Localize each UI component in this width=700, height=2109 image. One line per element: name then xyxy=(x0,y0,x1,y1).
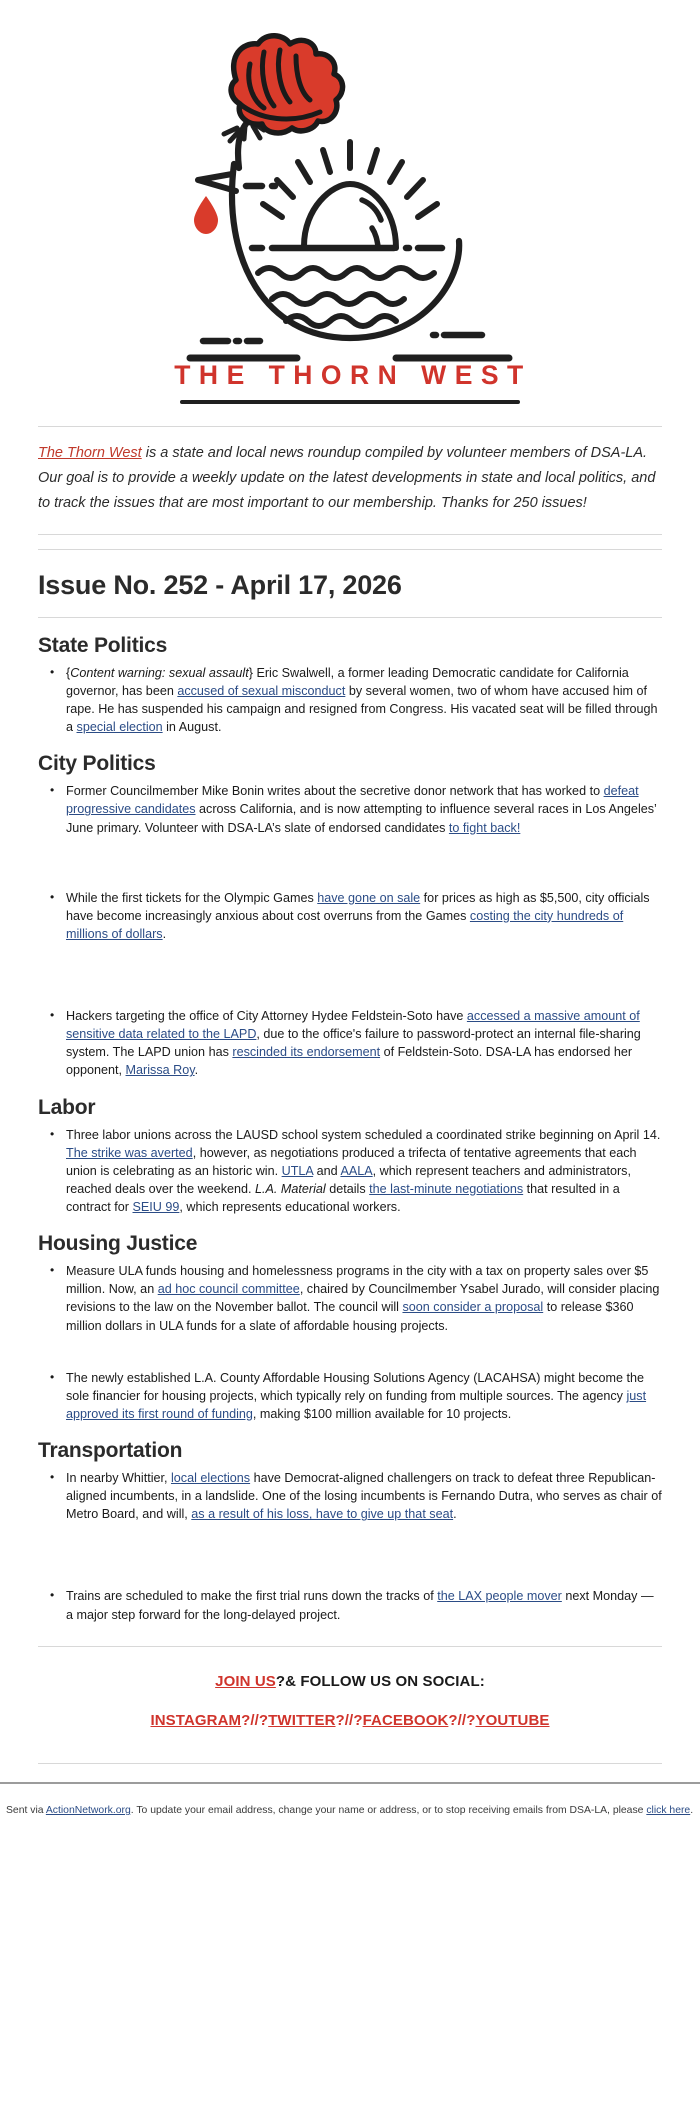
news-item-text: , which represents educational workers. xyxy=(179,1200,401,1215)
logo-underline xyxy=(180,400,520,404)
footer-legal-text xyxy=(6,1803,694,1819)
newsletter-content xyxy=(0,426,700,1764)
social-link-instagram[interactable]: INSTAGRAM xyxy=(150,1711,242,1729)
divider-top xyxy=(38,426,662,427)
section-item-list xyxy=(38,782,662,1079)
news-item-text: , which represent teachers and administrators, reached deals over the weekend. xyxy=(66,1163,631,1196)
news-item-text: in August. xyxy=(162,720,222,735)
intro-body: is a state and local news roundup compiled by volunteer members of DSA-LA. Our goal is to provide a weekly update on the latest developments in state and local politics, and to track the issues that are most important to our membership. Thanks for 250 issues! xyxy=(38,445,656,511)
section-heading: Housing Justice xyxy=(38,1232,198,1256)
sections-container xyxy=(18,634,682,1624)
section-item-list xyxy=(38,1126,662,1217)
logo-wordmark: THE THORN WEST xyxy=(174,360,532,390)
news-item-text: Three labor unions across the LAUSD school system scheduled a coordinated strike beginning on April 14. xyxy=(66,1127,661,1142)
news-item xyxy=(64,664,662,737)
section-heading: Transportation xyxy=(38,1439,183,1463)
section-heading: Labor xyxy=(38,1095,96,1119)
divider-footer-1 xyxy=(38,1646,662,1647)
masthead-logo xyxy=(0,0,700,368)
news-item xyxy=(64,782,662,836)
news-item xyxy=(64,889,662,943)
news-item-text: across California, and is now attempting to influence several races in Los Angeles’ June primary. Volunteer with DSA-LA’s slate of endorsed candidates xyxy=(66,802,657,835)
news-item-link[interactable]: UTLA xyxy=(281,1163,314,1178)
news-item-text: { xyxy=(66,665,71,680)
news-item-link[interactable]: the last-minute negotiations xyxy=(369,1181,524,1196)
news-item-link[interactable]: rescinded its endorsement xyxy=(232,1045,381,1060)
news-item-link[interactable]: special election xyxy=(76,720,163,735)
join-us-link[interactable]: JOIN US xyxy=(215,1672,276,1690)
news-item-text: and xyxy=(313,1163,341,1178)
news-item-text: for prices as high as $5,500, city officials have become increasingly anxious about cost overruns from the Games xyxy=(66,890,650,923)
social-separator: ?//? xyxy=(448,1711,476,1729)
news-item-text: In nearby Whittier, xyxy=(66,1471,171,1486)
thorn-west-logo-illustration xyxy=(124,8,576,368)
news-item-text: of Feldstein-Soto. DSA-LA has endorsed her opponent, xyxy=(66,1045,633,1078)
news-item-text: to release $360 million dollars in ULA funds for a slate of affordable housing projects. xyxy=(66,1300,634,1333)
sent-via-label: Sent via xyxy=(6,1805,46,1817)
news-item-text: that resulted in a contract for xyxy=(66,1181,620,1215)
rose-icon xyxy=(231,36,343,133)
news-item-link[interactable]: local elections xyxy=(171,1471,251,1486)
news-item-text: Trains are scheduled to make the first trial runs down the tracks of xyxy=(66,1589,438,1604)
news-item-text: have Democrat-aligned challengers on track to defeat three Republican-aligned incumbents, in a landslide. One of the losing incumbents is Fernando Dutra, who serves as chair of Metro Board, and will, xyxy=(66,1471,662,1522)
footer-suffix: . xyxy=(690,1805,694,1817)
news-item-link[interactable]: have gone on sale xyxy=(317,890,421,905)
news-item-text: . xyxy=(453,1507,457,1522)
news-item-link[interactable]: The strike was averted xyxy=(66,1145,193,1160)
social-link-twitter[interactable]: TWITTER xyxy=(268,1711,336,1729)
section-heading: City Politics xyxy=(38,752,156,776)
section-item-list xyxy=(38,664,662,737)
news-item-text: , however, as negotiations produced a trifecta of tentative agreements that each union is celebrating as an historic win. xyxy=(66,1145,637,1178)
intro-paragraph xyxy=(38,441,662,516)
social-link-youtube[interactable]: YOUTUBE xyxy=(475,1711,550,1729)
section-item-list xyxy=(38,1469,662,1624)
social-separator: ?//? xyxy=(241,1711,269,1729)
news-item xyxy=(64,1587,662,1623)
thorn-west-link[interactable]: The Thorn West xyxy=(38,445,142,461)
news-item-link[interactable]: ad hoc council committee xyxy=(157,1282,300,1297)
news-item-link[interactable]: soon consider a proposal xyxy=(402,1300,544,1315)
news-item-text: The newly established L.A. County Affordable Housing Solutions Agency (LACAHSA) might become the sole financier for housing projects, which typically rely on funding from multiple sources. The agency xyxy=(66,1370,645,1403)
news-item-text: . xyxy=(162,926,167,941)
news-item-link[interactable]: as a result of his loss, have to give up that seat xyxy=(191,1507,454,1522)
news-item-link[interactable]: to fight back! xyxy=(448,820,521,835)
news-item-text: Hackers targeting the office of City Attorney Hydee Feldstein-Soto have xyxy=(66,1009,467,1024)
news-item-link[interactable]: the LAX people mover xyxy=(437,1589,562,1604)
news-item xyxy=(64,1469,662,1523)
news-item-link[interactable]: costing the city hundreds of millions of dollars xyxy=(66,908,624,941)
social-link-facebook[interactable]: FACEBOOK xyxy=(362,1711,449,1729)
news-item-text: , making $100 million available for 10 projects. xyxy=(252,1406,512,1421)
divider-issue-top xyxy=(38,549,662,550)
news-item xyxy=(64,1262,662,1335)
news-item-text: details xyxy=(325,1181,370,1196)
issue-title: Issue No. 252 - April 17, 2026 xyxy=(38,569,402,600)
news-item-link[interactable]: accused of sexual misconduct xyxy=(177,683,346,698)
news-item-text: Measure ULA funds housing and homelessness programs in the city with a tax on property sales over $5 million. Now, an xyxy=(66,1264,649,1297)
blood-drop-icon xyxy=(194,196,218,234)
divider-issue-bottom xyxy=(38,617,662,618)
actionnetwork-link[interactable]: ActionNetwork.org xyxy=(45,1805,131,1817)
news-item-link[interactable]: Marissa Roy xyxy=(125,1063,195,1078)
news-item-link[interactable]: just approved its first round of funding xyxy=(66,1388,647,1421)
news-item-text: While the first tickets for the Olympic Games xyxy=(66,890,318,905)
divider-intro-bottom xyxy=(38,534,662,535)
news-item xyxy=(64,1369,662,1423)
news-item-text: . xyxy=(194,1063,199,1078)
section-heading: State Politics xyxy=(38,633,168,657)
news-item-link[interactable]: accessed a massive amount of sensitive data related to the LAPD xyxy=(66,1009,640,1042)
news-item-link[interactable]: SEIU 99 xyxy=(132,1200,180,1215)
join-us-line xyxy=(18,1673,682,1690)
section-item-list xyxy=(38,1262,662,1423)
news-item-text: Former Councilmember Mike Bonin writes about the secretive donor network that has worked to xyxy=(66,784,604,799)
news-item-link[interactable]: defeat progressive candidates xyxy=(66,784,639,817)
news-item xyxy=(64,1007,662,1080)
news-item-text: next Monday — a major step forward for the long-delayed project. xyxy=(66,1589,654,1622)
social-links-line xyxy=(18,1712,682,1729)
news-item-text: } Eric Swalwell, a former leading Democratic candidate for California governor, has been xyxy=(66,665,629,698)
news-item-text: , due to the office's failure to password-protect an internal file-sharing system. The LAPD union has xyxy=(66,1027,641,1060)
news-item-text: , chaired by Councilmember Ysabel Jurado, will consider placing revisions to the law on the November ballot. The council will xyxy=(66,1282,660,1315)
join-us-rest: ?& FOLLOW US ON SOCIAL: xyxy=(275,1672,485,1690)
news-item-emphasis: Content warning: sexual assault xyxy=(70,665,249,680)
news-item-emphasis: L.A. Material xyxy=(255,1181,326,1196)
click-here-link[interactable]: click here xyxy=(646,1805,691,1817)
news-item xyxy=(64,1126,662,1217)
social-separator: ?//? xyxy=(335,1711,363,1729)
news-item-text: by several women, two of whom have accused him of rape. He has suspended his campaign and resigned from Congress. His vacated seat will be filled through a xyxy=(66,683,658,735)
news-item-link[interactable]: AALA xyxy=(340,1163,373,1178)
footer-middle-text: . To update your email address, change your name or address, or to stop receiving emails from DSA-LA, please xyxy=(130,1805,647,1817)
footer-bar xyxy=(0,1782,700,1819)
divider-footer-2 xyxy=(38,1763,662,1764)
